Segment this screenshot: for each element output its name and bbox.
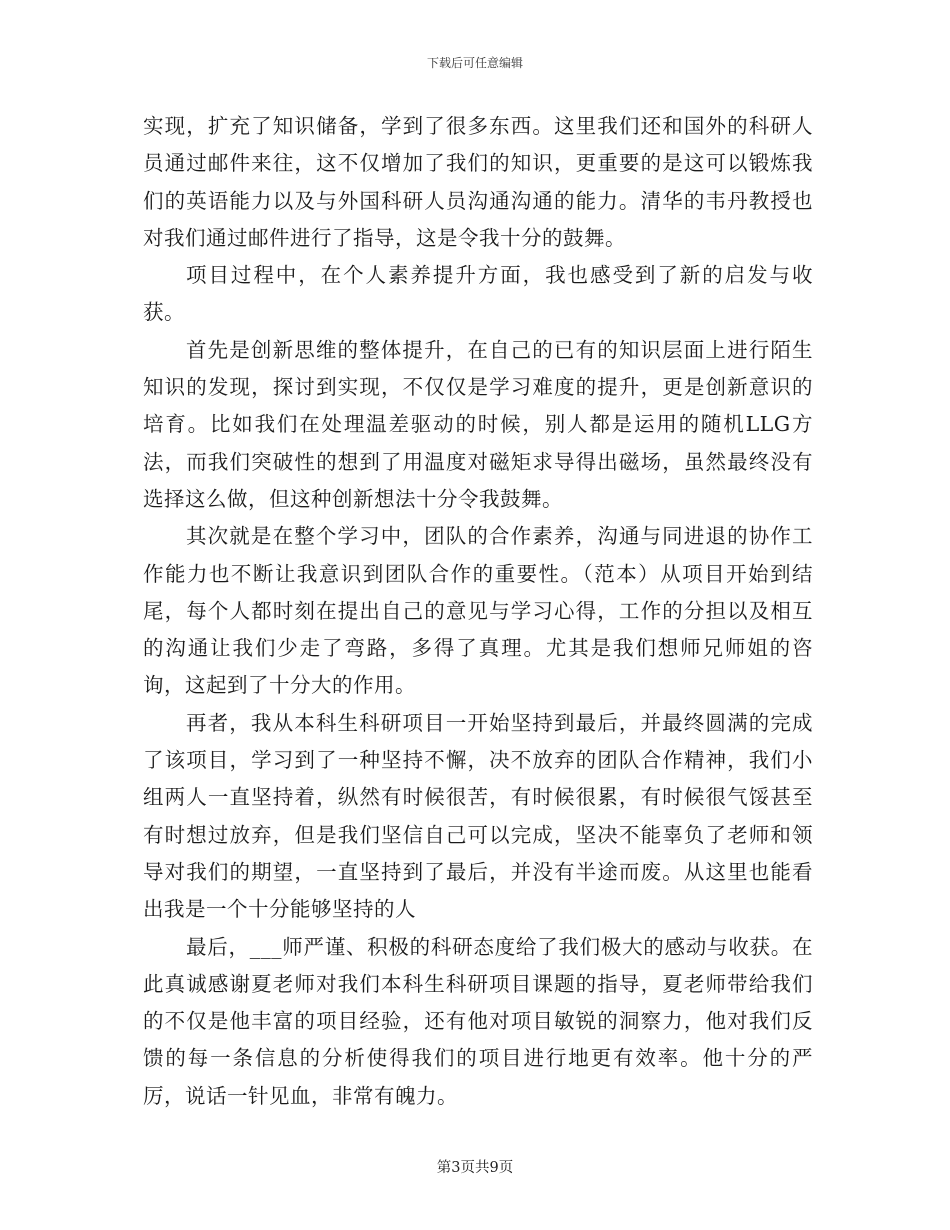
paragraph-continued: 实现，扩充了知识储备，学到了很多东西。这里我们还和国外的科研人员通过邮件来往，这不仅增加了我们的知识，更重要的是这可以锻炼我们的英语能力以及与外国科研人员沟通沟通的能力。清华的韦丹教授也对我们通过邮件进行了指导，这是令我十分的鼓舞。: [143, 114, 813, 250]
paragraph-teamwork: 其次就是在整个学习中，团队的合作素养，沟通与同进退的协作工作能力也不断让我意识到团队合作的重要性。（范本）从项目开始到结尾，每个人都时刻在提出自己的意见与学习心得，工作的分担以及相互的沟通让我们少走了弯路，多得了真理。尤其是我们想师兄师姐的咨询，这起到了十分大的作用。: [143, 524, 813, 698]
document-body: [143, 108, 813, 1115]
paragraph-innovation: 首先是创新思维的整体提升，在自己的已有的知识层面上进行陌生知识的发现，探讨到实现，不仅仅是学习难度的提升，更是创新意识的培育。比如我们在处理温差驱动的时候，别人都是运用的随机LLG方法，而我们突破性的想到了用温度对磁矩求导得出磁场，虽然最终没有选择这么做，但这种创新想法十分令我鼓舞。: [143, 337, 813, 511]
page-header: 下载后可任意编辑: [426, 56, 523, 70]
paragraph-perseverance: 再者，我从本科生科研项目一开始坚持到最后，并最终圆满的完成了该项目，学习到了一种坚持不懈，决不放弃的团队合作精神，我们小组两人一直坚持着，纵然有时候很苦，有时候很累，有时候很气馁甚至有时想过放弃，但是我们坚信自己可以完成，坚决不能辜负了老师和领导对我们的期望，一直坚持到了最后，并没有半途而废。从这里也能看出我是一个十分能够坚持的人: [143, 710, 813, 922]
page-number: 第3页共9页: [436, 1160, 514, 1176]
paragraph-personal-growth: 项目过程中，在个人素养提升方面，我也感受到了新的启发与收获。: [143, 263, 813, 325]
paragraph-acknowledgement: 最后，___师严谨、积极的科研态度给了我们极大的感动与收获。在此真诚感谢夏老师对我们本科生科研项目课题的指导，夏老师带给我们的不仅是他丰富的项目经验，还有他对项目敏锐的洞察力，他对我们反馈的每一条信息的分析使得我们的项目进行地更有效率。他十分的严厉，说话一针见血，非常有魄力。: [143, 934, 813, 1108]
